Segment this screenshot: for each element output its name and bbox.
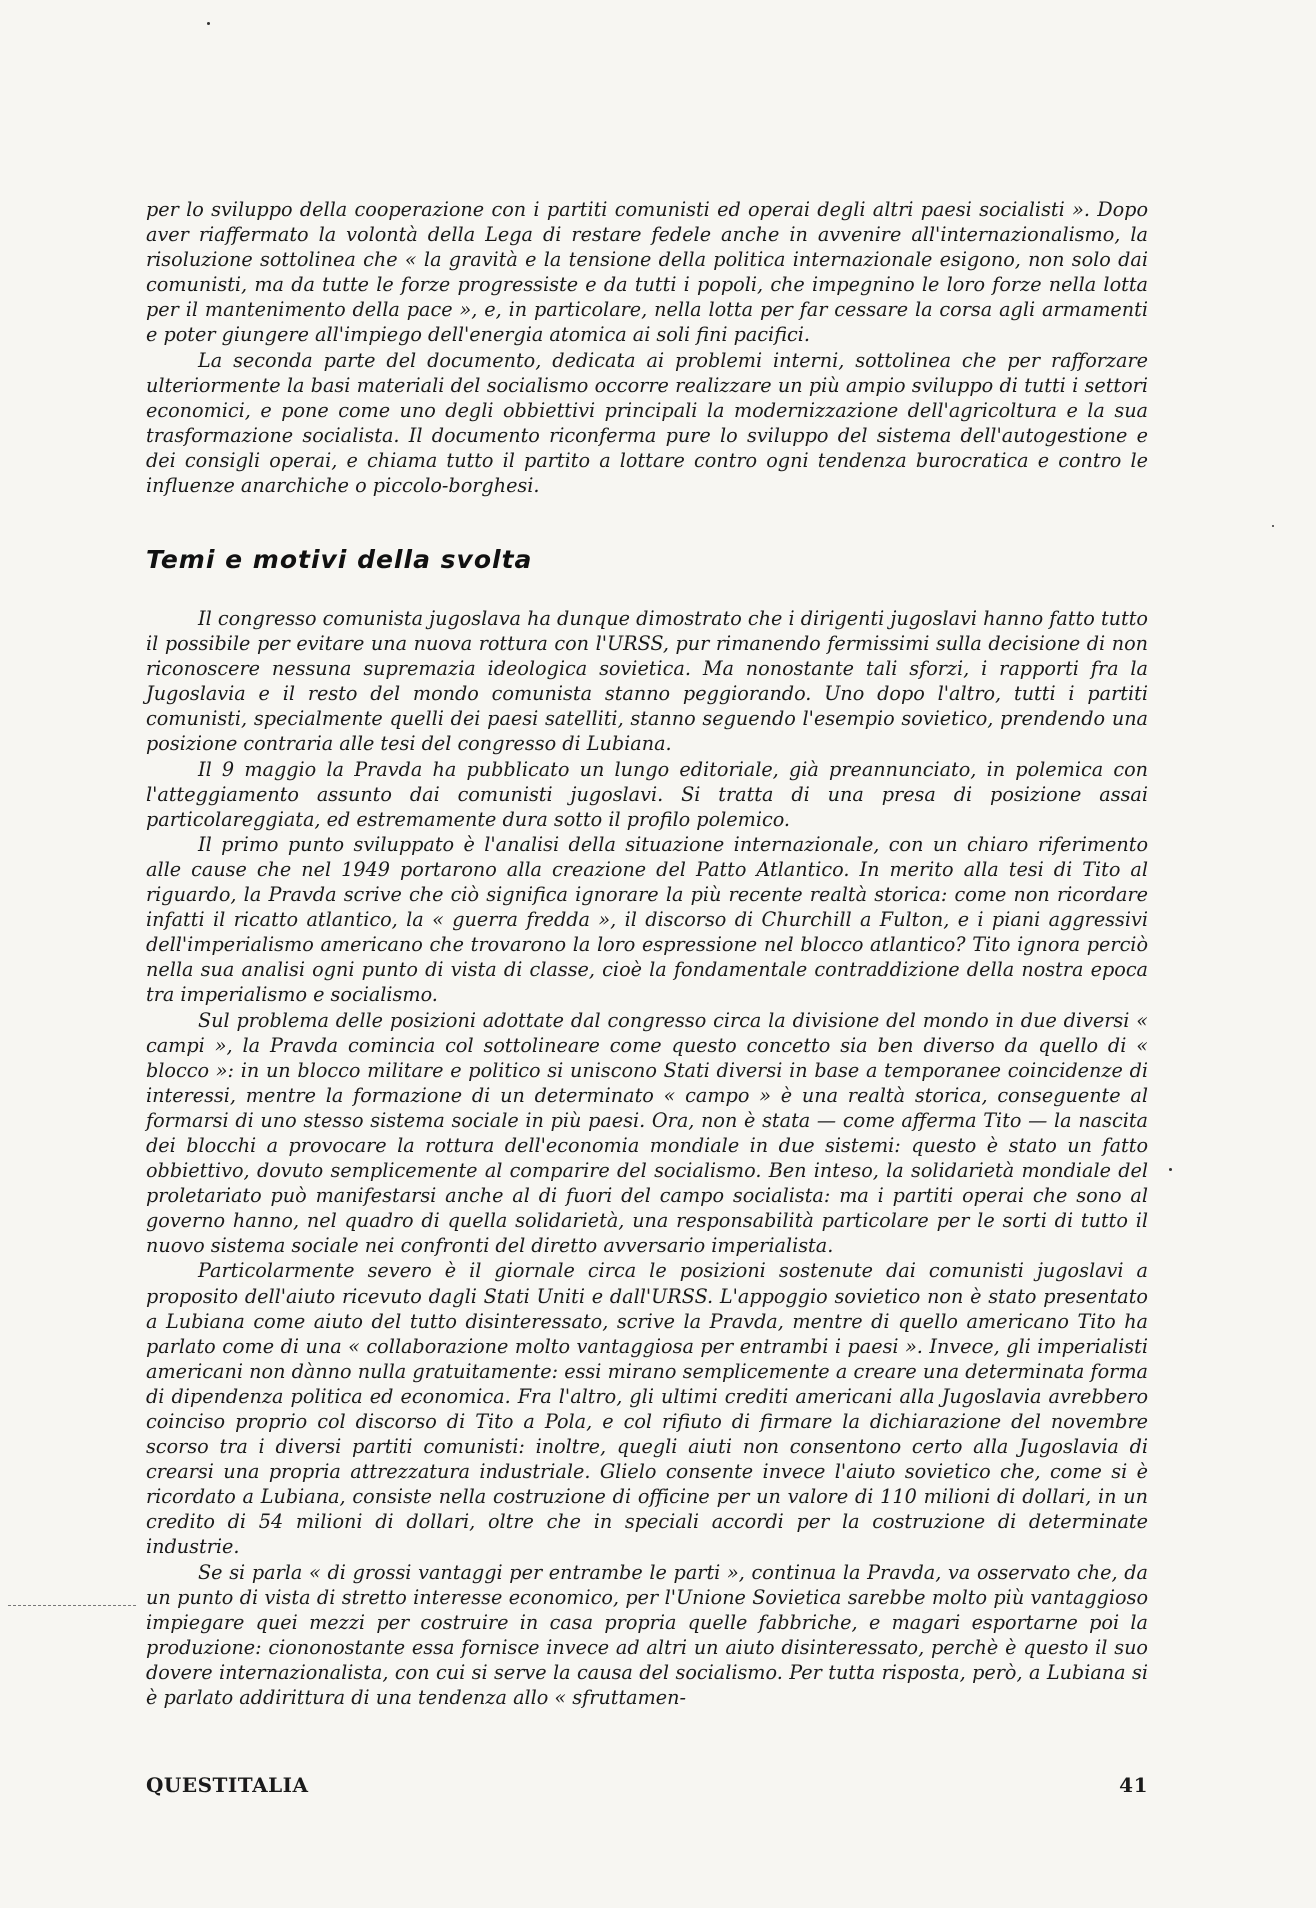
paragraph: Sul problema delle posizioni adottate dal congresso circa la divisione del mondo in due diversi « campi », la Pravda comincia col sottolineare come questo concetto sia ben diverso da quello di « blocco »: in un blocco militare e politico si uniscono Stati diversi in base a temporanee coincidenze di interessi, mentre la formazione di un determinato « campo » è una realtà storica, conseguente al formarsi di uno stesso sistema sociale in più paesi. Ora, non è stata — come afferma Tito — la nascita dei blocchi a provocare la rottura dell'economia mondiale in due sistemi: questo è stato un fatto obbiettivo, dovuto semplicemente al comparire del socialismo. Ben inteso, la solidarietà mondiale del proletariato può manifestarsi anche al di fuori del campo socialista: ma i partiti operai che sono al governo hanno, nel quadro di quella solidarietà, una responsabilità particolare per le sorti di tutto il nuovo sistema sociale nei confronti del diretto avversario imperialista. xyxy=(146,1008,1148,1258)
paragraph: Se si parla « di grossi vantaggi per entrambe le parti », continua la Pravda, va osservato che, da un punto di vista di stretto interesse economico, per l'Unione Sovietica sarebbe molto più vantaggioso impiegare quei mezzi per costruire in casa propria quelle fabbriche, e magari esportarne poi la produzione: ciononostante essa fornisce invece ad altri un aiuto disinteressato, perchè è questo il suo dovere internazionalista, con cui si serve la causa del socialismo. Per tutta risposta, però, a Lubiana si è parlato addirittura di una tendenza allo « sfruttamen- xyxy=(146,1560,1148,1710)
page-number: 41 xyxy=(1119,1773,1148,1797)
publication-name: QUESTITALIA xyxy=(146,1773,309,1797)
paragraph: Particolarmente severo è il giornale circa le posizioni sostenute dai comunisti jugoslavi a proposito dell'aiuto ricevuto dagli Stati Uniti e dall'URSS. L'appoggio sovietico non è stato presentato a Lubiana come aiuto del tutto disinteressato, scrive la Pravda, mentre di quello americano Tito ha parlato come di una « collaborazione molto vantaggiosa per entrambi i paesi ». Invece, gli imperialisti americani non dànno nulla gratuitamente: essi mirano semplicemente a creare una determinata forma di dipendenza politica ed economica. Fra l'altro, gli ultimi crediti americani alla Jugoslavia avrebbero coinciso proprio col discorso di Tito a Pola, e col rifiuto di firmare la dichiarazione del novembre scorso tra i diversi partiti comunisti: inoltre, quegli aiuti non consentono certo alla Jugoslavia di crearsi una propria attrezzatura industriale. Glielo consente invece l'aiuto sovietico che, come si è ricordato a Lubiana, consiste nella costruzione di officine per un valore di 110 milioni di dollari, in un credito di 54 milioni di dollari, oltre che in speciali accordi per la costruzione di determinate industrie. xyxy=(146,1259,1148,1559)
article-body-bottom xyxy=(146,606,1148,1710)
paragraph: Il primo punto sviluppato è l'analisi della situazione internazionale, con un chiaro riferimento alle cause che nel 1949 portarono alla creazione del Patto Atlantico. In merito alla tesi di Tito al riguardo, la Pravda scrive che ciò significa ignorare la più recente realtà storica: come non ricordare infatti il ricatto atlantico, la « guerra fredda », il discorso di Churchill a Fulton, e i piani aggressivi dell'imperialismo americano che trovarono la loro espressione nel blocco atlantico? Tito ignora perciò nella sua analisi ogni punto di vista di classe, cioè la fondamentale contraddizione della nostra epoca tra imperialismo e socialismo. xyxy=(146,832,1148,1007)
paragraph: Il congresso comunista jugoslava ha dunque dimostrato che i dirigenti jugoslavi hanno fatto tutto il possibile per evitare una nuova rottura con l'URSS, pur rimanendo fermissimi sulla decisione di non riconoscere nessuna supremazia ideologica sovietica. Ma nonostante tali sforzi, i rapporti fra la Jugoslavia e il resto del mondo comunista stanno peggiorando. Uno dopo l'altro, tutti i partiti comunisti, specialmente quelli dei paesi satelliti, stanno seguendo l'esempio sovietico, prendendo una posizione contraria alle tesi del congresso di Lubiana. xyxy=(146,607,1148,756)
print-speck xyxy=(1169,1168,1172,1171)
print-speck xyxy=(207,22,210,25)
paragraph: per lo sviluppo della cooperazione con i partiti comunisti ed operai degli altri paesi socialisti ». Dopo aver riaffermato la volontà della Lega di restare fedele anche in avvenire all'internazionalismo, la risoluzione sottolinea che « la gravità e la tensione della politica internazionale esigono, non solo dai comunisti, ma da tutte le forze progressiste e da tutti i popoli, che impegnino le loro forze nella lotta per il mantenimento della pace », e, in particolare, nella lotta per far cessare la corsa agli armamenti e poter giungere all'impiego dell'energia atomica ai soli fini pacifici. xyxy=(146,198,1148,347)
margin-mark xyxy=(8,1605,136,1606)
article-body-top xyxy=(146,197,1148,498)
paragraph: Il 9 maggio la Pravda ha pubblicato un lungo editoriale, già preannunciato, in polemica con l'atteggiamento assunto dai comunisti jugoslavi. Si tratta di una presa di posizione assai particolareggiata, ed estremamente dura sotto il profilo polemico. xyxy=(146,757,1148,831)
page-footer xyxy=(146,1773,1148,1797)
paragraph: La seconda parte del documento, dedicata ai problemi interni, sottolinea che per rafforzare ulteriormente la basi materiali del socialismo occorre realizzare un più ampio sviluppo di tutti i settori economici, e pone come uno degli obbiettivi principali la modernizzazione dell'agricoltura e la sua trasformazione socialista. Il documento riconferma pure lo sviluppo del sistema dell'autogestione e dei consigli operai, e chiama tutto il partito a lottare contro ogni tendenza burocratica e contro le influenze anarchiche o piccolo-borghesi. xyxy=(146,348,1148,498)
print-speck xyxy=(1272,525,1274,527)
section-heading: Temi e motivi della svolta xyxy=(146,545,533,574)
